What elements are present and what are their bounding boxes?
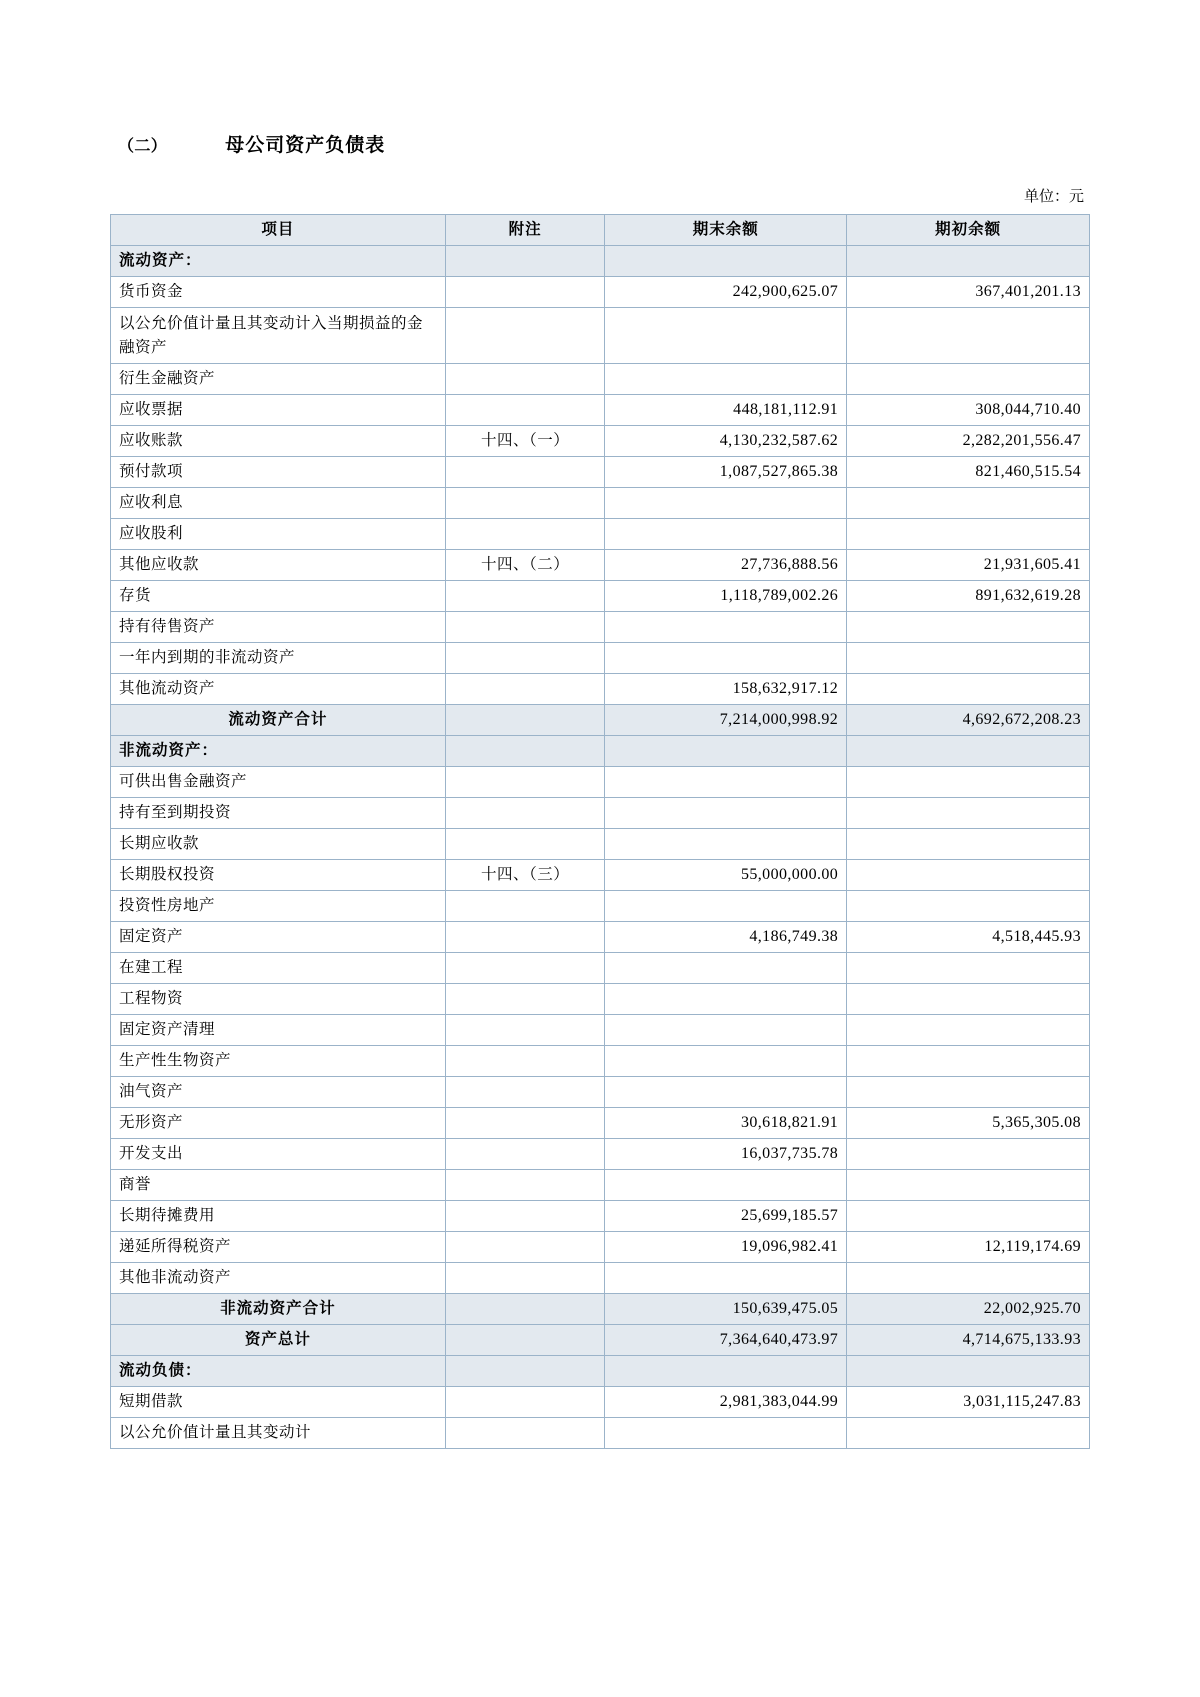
row-item-label: 无形资产 xyxy=(111,1108,446,1139)
table-row xyxy=(111,1263,1090,1294)
table-row xyxy=(111,364,1090,395)
table-row xyxy=(111,395,1090,426)
row-item-label: 其他流动资产 xyxy=(111,674,446,705)
column-header-note: 附注 xyxy=(445,215,605,246)
row-note xyxy=(445,457,605,488)
row-begin-balance xyxy=(847,1139,1090,1170)
table-header-row xyxy=(111,215,1090,246)
row-note xyxy=(445,798,605,829)
row-begin-balance: 3,031,115,247.83 xyxy=(847,1387,1090,1418)
table-row xyxy=(111,1356,1090,1387)
unit-label: 单位：元 xyxy=(1023,188,1084,205)
table-row xyxy=(111,612,1090,643)
row-note xyxy=(445,984,605,1015)
row-end-balance xyxy=(605,829,847,860)
table-row xyxy=(111,705,1090,736)
row-begin-balance xyxy=(847,612,1090,643)
row-note xyxy=(445,1263,605,1294)
row-begin-balance: 367,401,201.13 xyxy=(847,277,1090,308)
row-item-label: 长期股权投资 xyxy=(111,860,446,891)
row-begin-balance: 308,044,710.40 xyxy=(847,395,1090,426)
row-item-label: 长期待摊费用 xyxy=(111,1201,446,1232)
row-begin-balance xyxy=(847,1170,1090,1201)
row-item-label: 开发支出 xyxy=(111,1139,446,1170)
row-item-label: 存货 xyxy=(111,581,446,612)
row-begin-balance xyxy=(847,860,1090,891)
row-note xyxy=(445,1418,605,1449)
row-item-label: 非流动资产： xyxy=(111,736,446,767)
row-begin-balance xyxy=(847,1046,1090,1077)
table-row xyxy=(111,308,1090,364)
row-note xyxy=(445,246,605,277)
row-end-balance xyxy=(605,1170,847,1201)
row-begin-balance xyxy=(847,891,1090,922)
balance-sheet-table xyxy=(110,214,1090,1449)
column-header-item: 项目 xyxy=(111,215,446,246)
row-begin-balance xyxy=(847,1015,1090,1046)
row-item-label: 流动负债： xyxy=(111,1356,446,1387)
row-end-balance xyxy=(605,1356,847,1387)
row-note: 十四、（二） xyxy=(445,550,605,581)
row-item-label: 流动资产合计 xyxy=(111,705,446,736)
row-end-balance: 448,181,112.91 xyxy=(605,395,847,426)
row-note xyxy=(445,1387,605,1418)
row-end-balance: 25,699,185.57 xyxy=(605,1201,847,1232)
row-begin-balance xyxy=(847,829,1090,860)
row-end-balance: 1,087,527,865.38 xyxy=(605,457,847,488)
row-note xyxy=(445,953,605,984)
row-item-label: 固定资产 xyxy=(111,922,446,953)
row-item-label: 生产性生物资产 xyxy=(111,1046,446,1077)
row-item-label: 可供出售金融资产 xyxy=(111,767,446,798)
row-note xyxy=(445,277,605,308)
row-item-label: 货币资金 xyxy=(111,277,446,308)
row-item-label: 投资性房地产 xyxy=(111,891,446,922)
row-begin-balance xyxy=(847,488,1090,519)
row-begin-balance xyxy=(847,308,1090,364)
row-begin-balance: 821,460,515.54 xyxy=(847,457,1090,488)
row-end-balance xyxy=(605,798,847,829)
row-begin-balance: 891,632,619.28 xyxy=(847,581,1090,612)
row-begin-balance: 4,518,445.93 xyxy=(847,922,1090,953)
table-row xyxy=(111,426,1090,457)
row-begin-balance xyxy=(847,674,1090,705)
row-note xyxy=(445,1325,605,1356)
row-note xyxy=(445,581,605,612)
row-begin-balance: 22,002,925.70 xyxy=(847,1294,1090,1325)
row-note xyxy=(445,364,605,395)
table-row xyxy=(111,1418,1090,1449)
row-item-label: 流动资产： xyxy=(111,246,446,277)
page-title xyxy=(118,130,1090,157)
row-end-balance: 150,639,475.05 xyxy=(605,1294,847,1325)
row-note xyxy=(445,519,605,550)
row-item-label: 商誉 xyxy=(111,1170,446,1201)
row-item-label: 应收股利 xyxy=(111,519,446,550)
row-end-balance: 2,981,383,044.99 xyxy=(605,1387,847,1418)
table-row xyxy=(111,674,1090,705)
row-note xyxy=(445,395,605,426)
table-row xyxy=(111,1015,1090,1046)
row-note xyxy=(445,767,605,798)
table-row xyxy=(111,643,1090,674)
row-note xyxy=(445,643,605,674)
row-end-balance: 1,118,789,002.26 xyxy=(605,581,847,612)
table-row xyxy=(111,1294,1090,1325)
row-note xyxy=(445,674,605,705)
row-begin-balance: 2,282,201,556.47 xyxy=(847,426,1090,457)
row-begin-balance xyxy=(847,364,1090,395)
row-note xyxy=(445,736,605,767)
row-begin-balance xyxy=(847,767,1090,798)
row-note xyxy=(445,1046,605,1077)
row-note: 十四、（三） xyxy=(445,860,605,891)
table-row xyxy=(111,1108,1090,1139)
row-begin-balance: 21,931,605.41 xyxy=(847,550,1090,581)
table-row xyxy=(111,519,1090,550)
table-row xyxy=(111,860,1090,891)
row-item-label: 油气资产 xyxy=(111,1077,446,1108)
row-note xyxy=(445,1015,605,1046)
table-row xyxy=(111,767,1090,798)
row-item-label: 其他应收款 xyxy=(111,550,446,581)
table-row xyxy=(111,1325,1090,1356)
row-end-balance xyxy=(605,643,847,674)
row-note xyxy=(445,612,605,643)
table-row xyxy=(111,891,1090,922)
row-end-balance: 7,364,640,473.97 xyxy=(605,1325,847,1356)
row-item-label: 工程物资 xyxy=(111,984,446,1015)
row-end-balance: 158,632,917.12 xyxy=(605,674,847,705)
table-row xyxy=(111,829,1090,860)
row-note xyxy=(445,1108,605,1139)
row-end-balance: 30,618,821.91 xyxy=(605,1108,847,1139)
row-end-balance: 242,900,625.07 xyxy=(605,277,847,308)
table-row xyxy=(111,488,1090,519)
row-end-balance xyxy=(605,1418,847,1449)
row-note xyxy=(445,891,605,922)
row-begin-balance xyxy=(847,1263,1090,1294)
table-row xyxy=(111,798,1090,829)
row-begin-balance xyxy=(847,1356,1090,1387)
table-row xyxy=(111,1077,1090,1108)
column-header-begin: 期初余额 xyxy=(847,215,1090,246)
row-note xyxy=(445,922,605,953)
row-note: 十四、（一） xyxy=(445,426,605,457)
row-item-label: 持有至到期投资 xyxy=(111,798,446,829)
row-item-label: 其他非流动资产 xyxy=(111,1263,446,1294)
row-end-balance xyxy=(605,891,847,922)
row-begin-balance xyxy=(847,798,1090,829)
row-end-balance xyxy=(605,364,847,395)
row-end-balance: 16,037,735.78 xyxy=(605,1139,847,1170)
row-note xyxy=(445,1077,605,1108)
table-row xyxy=(111,1139,1090,1170)
row-end-balance xyxy=(605,1263,847,1294)
table-row xyxy=(111,457,1090,488)
row-begin-balance xyxy=(847,736,1090,767)
row-note xyxy=(445,1232,605,1263)
row-item-label: 在建工程 xyxy=(111,953,446,984)
row-end-balance: 27,736,888.56 xyxy=(605,550,847,581)
row-begin-balance xyxy=(847,1418,1090,1449)
row-begin-balance: 4,714,675,133.93 xyxy=(847,1325,1090,1356)
row-note xyxy=(445,1170,605,1201)
row-item-label: 非流动资产合计 xyxy=(111,1294,446,1325)
row-end-balance xyxy=(605,1046,847,1077)
row-end-balance xyxy=(605,488,847,519)
row-end-balance xyxy=(605,308,847,364)
table-row xyxy=(111,922,1090,953)
row-end-balance xyxy=(605,612,847,643)
row-item-label: 固定资产清理 xyxy=(111,1015,446,1046)
row-note xyxy=(445,705,605,736)
row-item-label: 应收账款 xyxy=(111,426,446,457)
row-begin-balance: 5,365,305.08 xyxy=(847,1108,1090,1139)
row-begin-balance xyxy=(847,953,1090,984)
row-end-balance: 19,096,982.41 xyxy=(605,1232,847,1263)
row-end-balance xyxy=(605,953,847,984)
row-item-label: 短期借款 xyxy=(111,1387,446,1418)
row-item-label: 长期应收款 xyxy=(111,829,446,860)
section-number: （二） xyxy=(118,138,168,155)
row-item-label: 预付款项 xyxy=(111,457,446,488)
table-row xyxy=(111,953,1090,984)
row-begin-balance: 12,119,174.69 xyxy=(847,1232,1090,1263)
row-item-label: 一年内到期的非流动资产 xyxy=(111,643,446,674)
table-body xyxy=(111,215,1090,1449)
table-row xyxy=(111,736,1090,767)
table-row xyxy=(111,246,1090,277)
row-begin-balance xyxy=(847,246,1090,277)
row-item-label: 递延所得税资产 xyxy=(111,1232,446,1263)
row-end-balance xyxy=(605,767,847,798)
row-end-balance xyxy=(605,246,847,277)
row-end-balance xyxy=(605,1077,847,1108)
row-begin-balance xyxy=(847,1077,1090,1108)
row-note xyxy=(445,829,605,860)
table-row xyxy=(111,277,1090,308)
row-item-label: 衍生金融资产 xyxy=(111,364,446,395)
row-end-balance: 4,130,232,587.62 xyxy=(605,426,847,457)
row-end-balance: 4,186,749.38 xyxy=(605,922,847,953)
row-end-balance xyxy=(605,1015,847,1046)
row-begin-balance xyxy=(847,643,1090,674)
row-item-label: 以公允价值计量且其变动计入当期损益的金融资产 xyxy=(111,308,446,364)
table-row xyxy=(111,1387,1090,1418)
column-header-end: 期末余额 xyxy=(605,215,847,246)
table-row xyxy=(111,1201,1090,1232)
row-item-label: 以公允价值计量且其变动计 xyxy=(111,1418,446,1449)
table-row xyxy=(111,550,1090,581)
row-begin-balance: 4,692,672,208.23 xyxy=(847,705,1090,736)
table-row xyxy=(111,1046,1090,1077)
table-row xyxy=(111,984,1090,1015)
row-note xyxy=(445,1294,605,1325)
section-title: 母公司资产负债表 xyxy=(225,135,386,156)
row-item-label: 持有待售资产 xyxy=(111,612,446,643)
row-item-label: 资产总计 xyxy=(111,1325,446,1356)
row-begin-balance xyxy=(847,984,1090,1015)
row-note xyxy=(445,1356,605,1387)
table-row xyxy=(111,1232,1090,1263)
table-row xyxy=(111,581,1090,612)
row-note xyxy=(445,308,605,364)
row-note xyxy=(445,1201,605,1232)
row-item-label: 应收票据 xyxy=(111,395,446,426)
row-end-balance xyxy=(605,519,847,550)
row-item-label: 应收利息 xyxy=(111,488,446,519)
row-end-balance xyxy=(605,736,847,767)
row-begin-balance xyxy=(847,519,1090,550)
row-end-balance xyxy=(605,984,847,1015)
row-begin-balance xyxy=(847,1201,1090,1232)
row-note xyxy=(445,1139,605,1170)
row-end-balance: 55,000,000.00 xyxy=(605,860,847,891)
row-note xyxy=(445,488,605,519)
table-row xyxy=(111,1170,1090,1201)
row-end-balance: 7,214,000,998.92 xyxy=(605,705,847,736)
